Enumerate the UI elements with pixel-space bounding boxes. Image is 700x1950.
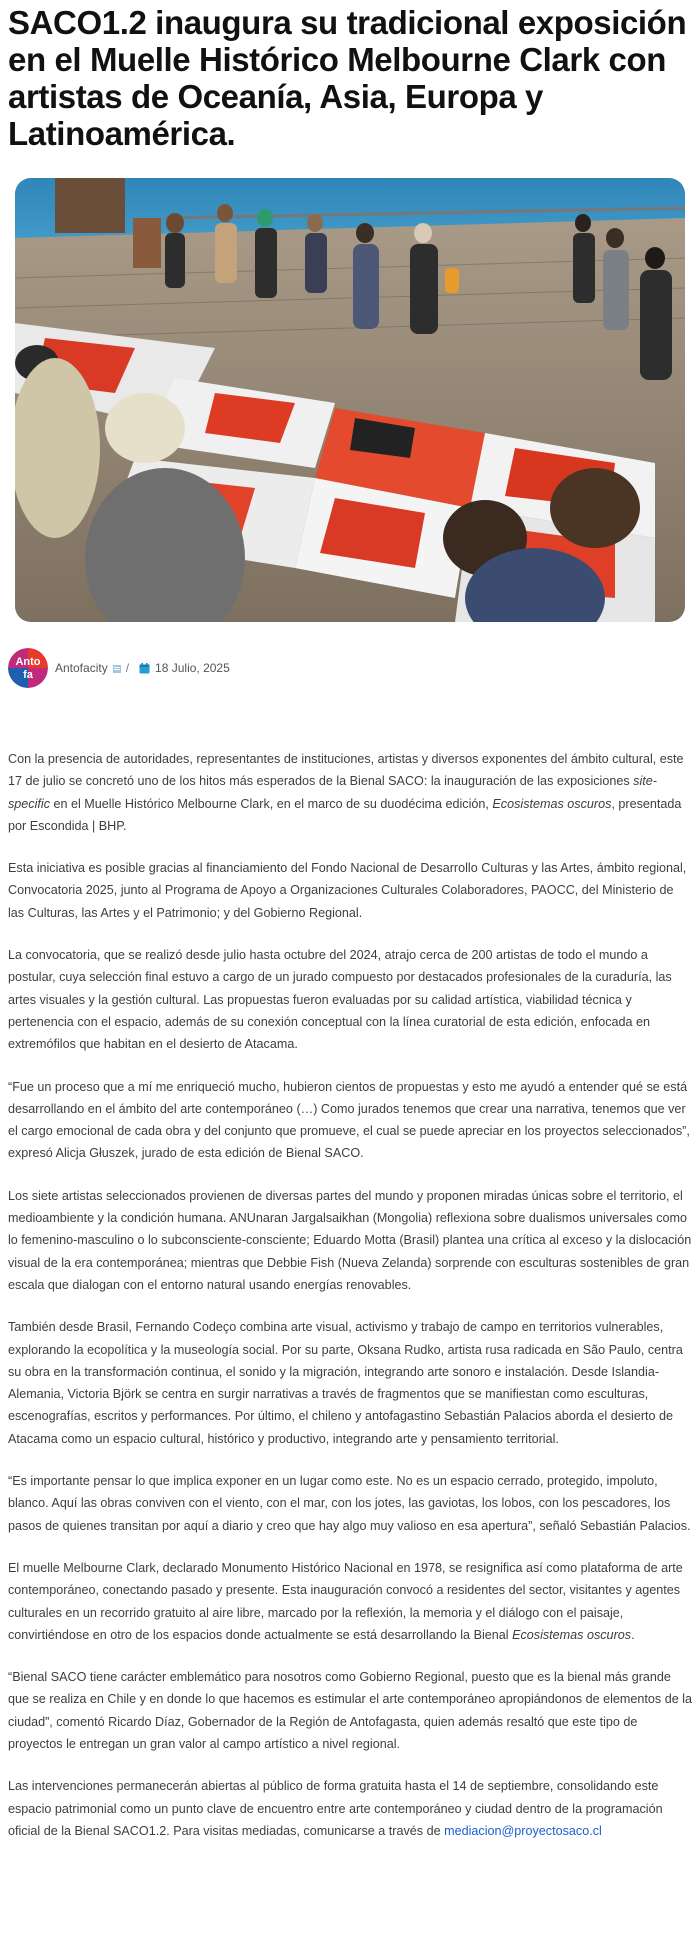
meta-separator: / xyxy=(125,661,130,675)
paragraph-4: “Fue un proceso que a mí me enriqueció mucho, hubieron cientos de propuestas y esto me ayudó a entender qué se está desarrollando en el ámbito del arte contemporáneo (…) Como jurados tenemos que crear una narrativa, tenemos que ver el cargo emocional de cada obra y del conjunto que promueve, el cual se puede apreciar en los proyectos seleccionados”, expresó Alicja Głuszek, jurado de esta edición de Bienal SACO. xyxy=(8,1079,690,1161)
paragraph-9: “Bienal SACO tiene carácter emblemático para nosotros como Gobierno Regional, puesto que es la bienal más grande que se realiza en Chile y en donde lo que hacemos es estimular el arte contemporáneo apropiándonos de elementos de la ciudad”, comentó Ricardo Díaz, Gobernador de la Región de Antofagasta, quien además resaltó que este tipo de proyectos le entregan un gran valor al campo artístico a nivel regional. xyxy=(8,1670,692,1751)
paragraph-3: La convocatoria, que se realizó desde julio hasta octubre del 2024, atrajo cerca de 200 artistas de todo el mundo a postular, cuya selección final estuvo a cargo de un jurado compuesto por destacados profesionales de la curaduría, las artes visuales y la gestión cultural. Las propuestas fueron evaluadas por su calidad artística, viabilidad técnica y pertenencia con el espacio, además de su conexión conceptual con la línea curatorial de esta edición, enfocada en extremófilos que habitan en el desierto de Atacama. xyxy=(8,948,672,1052)
hero-photo xyxy=(15,178,685,622)
author-name[interactable]: Antofacity xyxy=(55,661,108,675)
pier-exhibition-photo xyxy=(15,178,685,622)
svg-text:Anto: Anto xyxy=(15,656,41,668)
paragraph-10: Las intervenciones permanecerán abiertas al público de forma gratuita hasta el 14 de septiembre, consolidando este espacio patrimonial como un punto clave de encuentro entre arte contemporáneo y ciudad dentro de la programación oficial de la Bienal SACO1.2. Para visitas mediadas, comunicarse a través de mediacion@proyectosaco.cl xyxy=(8,1779,663,1838)
paragraph-1: Con la presencia de autoridades, representantes de instituciones, artistas y diversos exponentes del ámbito cultural, este 17 de julio se concretó uno de los hitos más esperados de la Bienal SACO: la inauguración de las exposiciones site-specific en el Muelle Histórico Melbourne Clark, en el marco de su duodécima edición, Ecosistemas oscuros, presentada por Escondida | BHP. xyxy=(8,752,684,833)
contact-email-link[interactable]: mediacion@proyectosaco.cl xyxy=(444,1823,602,1838)
calendar-icon xyxy=(139,663,150,674)
antofacity-logo-icon xyxy=(8,648,48,688)
author-avatar[interactable] xyxy=(8,648,48,688)
paragraph-2: Esta iniciativa es posible gracias al financiamiento del Fondo Nacional de Desarrollo Culturas y las Artes, ámbito regional, Convocatoria 2025, junto al Programa de Apoyo a Organizaciones Culturales Colaboradores, PAOCC, del Ministerio de las Culturas, las Artes y el Patrimonio; y del Gobierno Regional. xyxy=(8,861,687,920)
article-body xyxy=(8,748,692,1862)
publish-date: 18 Julio, 2025 xyxy=(155,661,230,675)
paragraph-8: El muelle Melbourne Clark, declarado Monumento Histórico Nacional en 1978, se resignifica así como plataforma de arte contemporáneo, conectando pasado y presente. Esta inauguración convocó a residentes del sector, visitantes y agentes culturales en un recorrido gratuito al aire libre, marcado por la reflexión, la memoria y el diálogo con el paisaje, convirtiéndose en otro de los espacios donde actualmente se está desarrollando la Bienal Ecosistemas oscuros. xyxy=(8,1560,683,1642)
svg-text:fa: fa xyxy=(23,669,33,681)
folder-icon xyxy=(112,663,122,673)
paragraph-5: Los siete artistas seleccionados provienen de diversas partes del mundo y proponen miradas únicas sobre el territorio, el medioambiente y la condición humana. ANUnaran Jargalsaikhan (Mongolia) reflexiona sobre dualismos universales como lo femenino-masculino o lo subconsciente-consciente; Eduardo Motta (Brasil) plantea una crítica al exceso y la dislocación visual de la era contemporánea; mientras que Debbie Fish (Nueva Zelanda) sorprende con esculturas sostenibles de gran escala que dialogan con el entorno natural usando energías renovables. xyxy=(8,1188,692,1292)
paragraph-6: También desde Brasil, Fernando Codeço combina arte visual, activismo y trabajo de campo en territorios vulnerables, explorando la ecopolítica y la museología social. Por su parte, Oksana Rudko, artista rusa radicada en São Paulo, centra su obra en la transformación continua, el sonido y la migración, integrando arte sonoro e instalación. Desde Islandia-Alemania, Victoria Björk se centra en surgir narrativas a través de fragmentos que se manifiestan como esculturas, escenografías, escritos y performances. Por último, el chileno y antofagastino Sebastián Palacios aborda el desierto de Atacama como un espacio cultural, histórico y productivo, integrando arte y pensamiento territorial. xyxy=(8,1320,683,1446)
article-headline: SACO1.2 inaugura su tradicional exposición en el Muelle Histórico Melbourne Clark con artistas de Oceanía, Asia, Europa y Latinoamérica. xyxy=(8,4,687,152)
article-meta xyxy=(8,648,230,688)
paragraph-7: “Es importante pensar lo que implica exponer en un lugar como este. No es un espacio cerrado, protegido, impoluto, blanco. Aquí las obras conviven con el viento, con el mar, con los jotes, las gaviotas, los lobos, con los pescadores, los pasos de quienes transitan por aquí a diario y creo que hay algo muy valioso en esa apertura”, señaló Sebastián Palacios. xyxy=(8,1474,691,1533)
